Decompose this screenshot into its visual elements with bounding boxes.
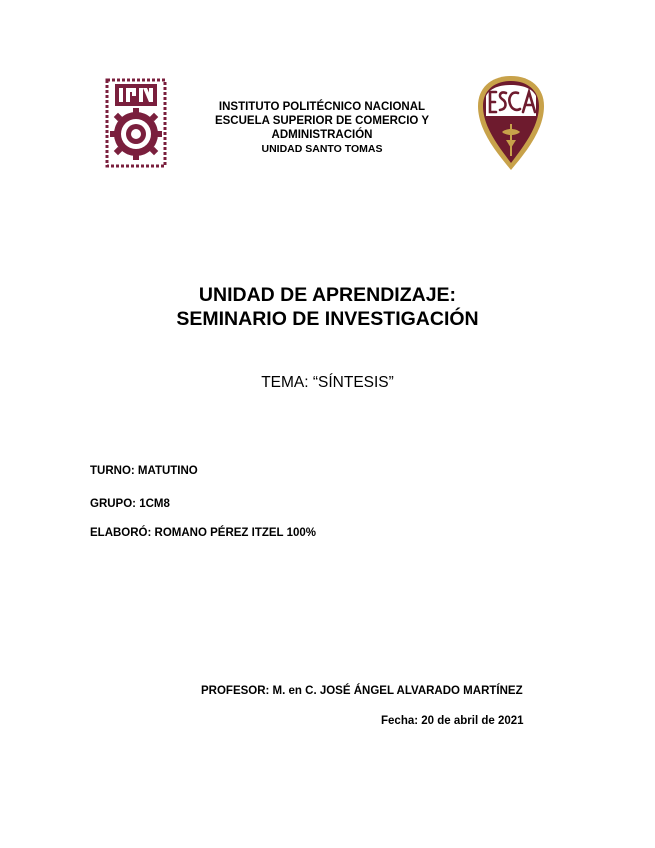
author-field: ELABORÓ: ROMANO PÉREZ ITZEL 100% bbox=[90, 527, 316, 539]
institution-header bbox=[196, 100, 448, 156]
school-name-line1: ESCUELA SUPERIOR DE COMERCIO Y bbox=[214, 115, 430, 127]
ipn-logo-icon bbox=[105, 78, 167, 168]
institution-name: INSTITUTO POLITÉCNICO NACIONAL bbox=[218, 101, 426, 113]
course-title-line1: UNIDAD DE APRENDIZAJE: bbox=[198, 284, 457, 306]
course-title-line2: SEMINARIO DE INVESTIGACIÓN bbox=[176, 308, 479, 330]
professor-field: PROFESOR: M. en C. JOSÉ ÁNGEL ALVARADO MARTÍNEZ bbox=[201, 685, 523, 697]
shift-field: TURNO: MATUTINO bbox=[90, 465, 198, 477]
course-title bbox=[90, 283, 565, 331]
group-field: GRUPO: 1CM8 bbox=[90, 498, 170, 510]
topic-heading: TEMA: “SÍNTESIS” bbox=[261, 374, 394, 391]
school-name-line2: ADMINISTRACIÓN bbox=[271, 129, 373, 141]
date-field: Fecha: 20 de abril de 2021 bbox=[381, 715, 524, 727]
campus-name: UNIDAD SANTO TOMAS bbox=[261, 143, 383, 155]
esca-shield-icon bbox=[476, 74, 546, 172]
